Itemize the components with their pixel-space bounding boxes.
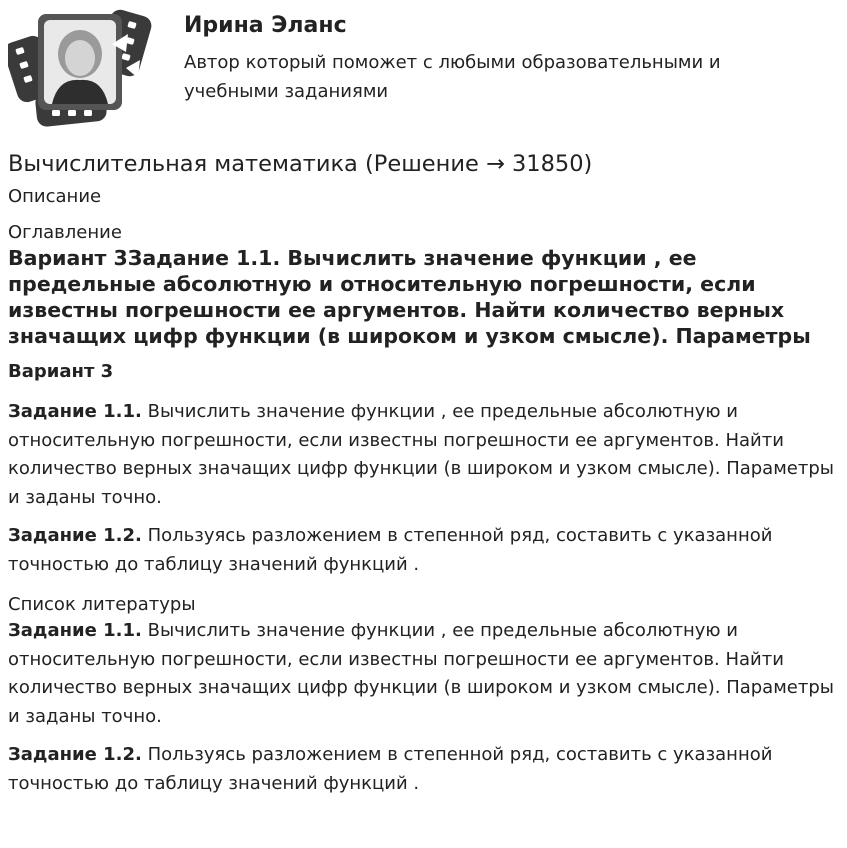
task-paragraph xyxy=(8,522,839,579)
description-label: Описание xyxy=(8,186,102,207)
task-text: Вычислить значение функции , ее предельные абсолютную и относительную погрешности, если известны погрешности ее аргументов. Найти количество верных значащих цифр функции (в широком и узком смысле). Параметры и заданы точно. xyxy=(8,620,834,727)
avatar-film-frame-icon xyxy=(8,4,156,128)
task-text: Пользуясь разложением в степенной ряд, составить с указанной точностью до таблицу значений функций . xyxy=(8,525,773,575)
variant-label: Вариант 3 xyxy=(8,361,114,382)
author-avatar[interactable] xyxy=(8,4,156,128)
literature-task-paragraph xyxy=(8,741,839,798)
toc-heading: Вариант 3Задание 1.1. Вычислить значение функции , ее предельные абсолютную и относительную погрешности, если известны погрешности ее аргументов. Найти количество верных значащих цифр функции (в широком и узком смысле). Параметры xyxy=(8,246,811,348)
author-name[interactable]: Ирина Эланс xyxy=(184,13,347,38)
task-label: Задание 1.2. xyxy=(8,744,142,765)
author-description: Автор который поможет с любыми образовательными и учебными заданиями xyxy=(184,52,721,102)
literature-label: Список литературы xyxy=(8,594,196,615)
task-paragraph xyxy=(8,398,839,512)
page-title: Вычислительная математика (Решение → 31850) xyxy=(8,151,593,177)
task-label: Задание 1.1. xyxy=(8,620,142,641)
toc-label: Оглавление xyxy=(8,222,122,243)
literature-task-paragraph xyxy=(8,617,839,731)
task-text: Пользуясь разложением в степенной ряд, составить с указанной точностью до таблицу значений функций . xyxy=(8,744,773,794)
task-label: Задание 1.1. xyxy=(8,401,142,422)
task-label: Задание 1.2. xyxy=(8,525,142,546)
task-text: Вычислить значение функции , ее предельные абсолютную и относительную погрешности, если известны погрешности ее аргументов. Найти количество верных значащих цифр функции (в широком и узком смысле). Параметры и заданы точно. xyxy=(8,401,834,508)
author-info xyxy=(184,0,804,106)
author-block xyxy=(8,0,839,140)
